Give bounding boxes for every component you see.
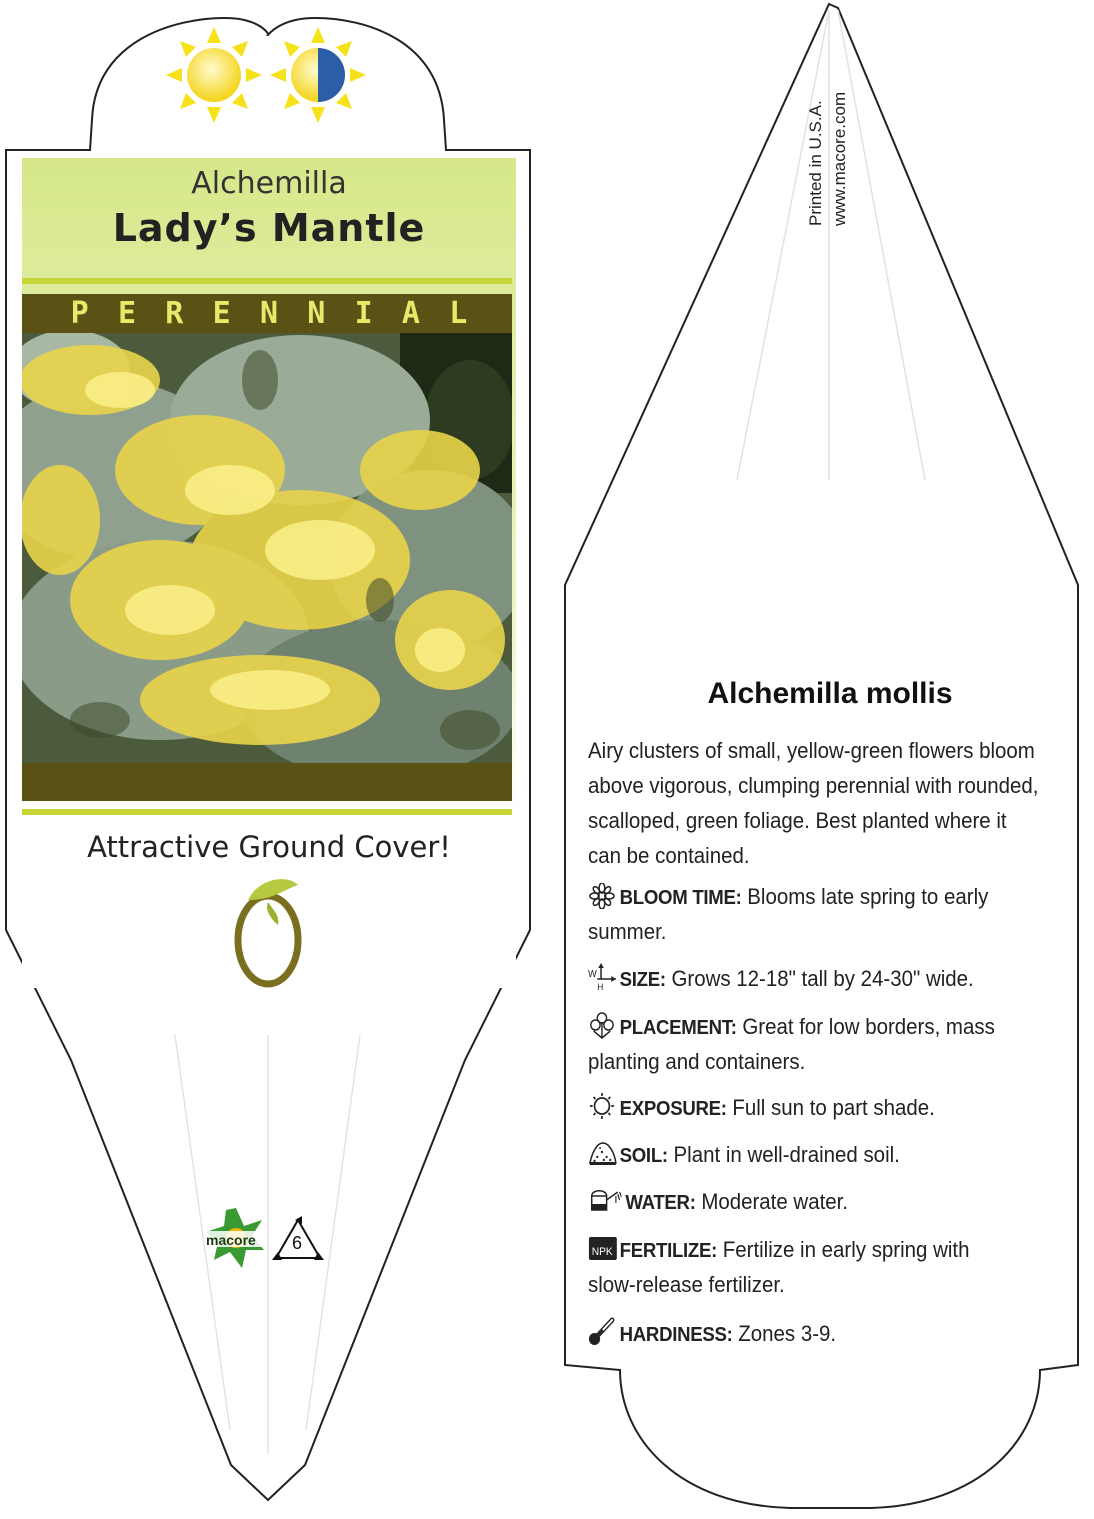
category-letter: A <box>401 295 420 331</box>
part-shade-icon <box>270 27 366 123</box>
plant-photo <box>0 330 530 780</box>
svg-text:NPK: NPK <box>591 1245 613 1259</box>
front-tagline: Attractive Ground Cover! <box>87 830 451 864</box>
soil-icon <box>588 1139 620 1165</box>
category-letter: L <box>449 295 468 331</box>
care-size: W H SIZE: Grows 12-18" tall by 24-30" wide. <box>588 962 1053 997</box>
care-placement: PLACEMENT: Great for low borders, mass planting and containers. <box>588 1010 1016 1079</box>
category-label <box>22 294 516 332</box>
category-letter: N <box>259 295 278 331</box>
recycle-code: 6 <box>292 1233 303 1253</box>
care-fertilize: NPK FERTILIZE: Fertilize in early spring with slow-release fertilizer. <box>588 1233 1016 1302</box>
care-hardiness: HARDINESS: Zones 3-9. <box>588 1316 1053 1352</box>
svg-text:W: W <box>588 968 597 981</box>
front-common-name: Lady’s Mantle <box>112 206 426 250</box>
category-letter: E <box>117 295 137 331</box>
thermometer-icon <box>588 1316 620 1342</box>
category-letter: I <box>354 295 373 331</box>
care-water: WATER: Moderate water. <box>588 1185 1053 1220</box>
printed-in: Printed in U.S.A. <box>806 100 825 226</box>
watering-can-icon <box>588 1186 620 1212</box>
website: www.macore.com <box>830 91 849 226</box>
flower-icon <box>588 883 620 909</box>
placement-icon <box>588 1011 620 1037</box>
category-letter: E <box>212 295 231 331</box>
care-bloom-time: BLOOM TIME: Blooms late spring to early summer. <box>588 884 989 944</box>
front-latin-name: Alchemilla <box>191 166 347 201</box>
fertilizer-icon <box>588 1234 620 1260</box>
svg-text:H: H <box>597 981 604 991</box>
size-icon <box>588 963 620 989</box>
plant-description: Airy clusters of small, yellow-green flowers bloom above vigorous, clumping perennial with rounded, scalloped, green foliage. Best planted where it can be contained. <box>588 738 1039 868</box>
category-letter: P <box>70 295 89 331</box>
care-exposure: EXPOSURE: Full sun to part shade. <box>588 1091 1053 1126</box>
care-soil: SOIL: Plant in well-drained soil. <box>588 1138 1053 1173</box>
brand-name: macore <box>206 1232 256 1248</box>
category-letter: N <box>307 295 326 331</box>
botanical-name: Alchemilla mollis <box>707 677 953 710</box>
full-sun-icon <box>166 27 262 123</box>
category-letter: R <box>165 295 184 331</box>
sun-icon <box>588 1092 620 1118</box>
